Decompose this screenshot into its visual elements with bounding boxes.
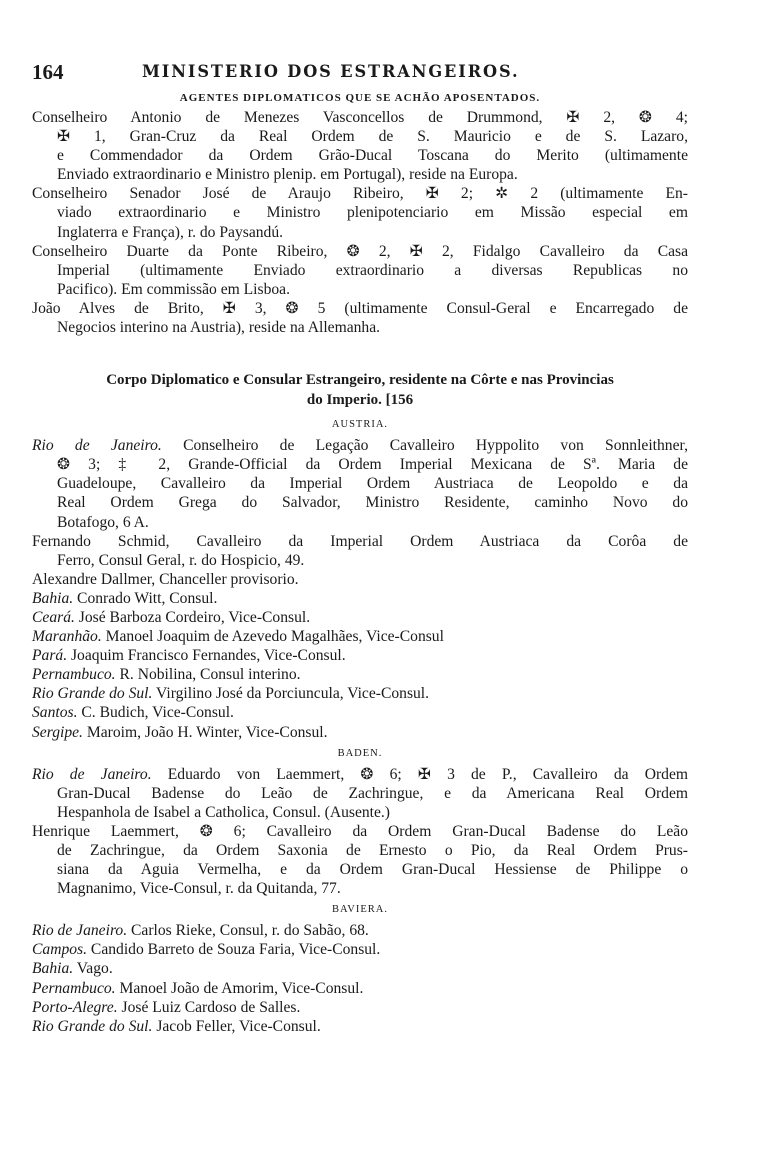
line-text: de Zachringue, da Ordem Saxonia de Ernesto o Pio, da Real Ordem Prus-: [57, 842, 688, 859]
line-text: Enviado extraordinario e Ministro plenip. em Portugal), reside na Europa.: [57, 166, 518, 184]
section-heading-line-2: do Imperio. [156: [306, 392, 414, 409]
line-text: Inglaterra e França), r. do Paysandú.: [57, 223, 284, 241]
line-text: Maroim, João H. Winter, Vice-Consul.: [82, 723, 328, 741]
text-line: [32, 703, 688, 722]
line-text: Manoel João de Amorim, Vice-Consul.: [115, 979, 364, 997]
line-text: Virgilino José da Porciuncula, Vice-Consul.: [152, 685, 430, 703]
text-line: [32, 959, 688, 978]
place-name: Santos.: [32, 704, 78, 722]
text-line: [32, 455, 688, 474]
line-text: Jacob Feller, Vice-Consul.: [152, 1017, 321, 1035]
line-text: José Luiz Cardoso de Salles.: [117, 998, 301, 1016]
text-line: [32, 589, 688, 608]
place-name: Bahia.: [32, 589, 74, 607]
line-text: Botafogo, 6 A.: [57, 513, 149, 531]
text-line: [32, 723, 688, 742]
country-entries: [32, 765, 688, 899]
retired-agents-list: [32, 108, 688, 337]
text-line: [32, 1017, 688, 1036]
text-line: [32, 841, 688, 860]
place-name: Bahia.: [32, 960, 74, 978]
place-name: Rio Grande do Sul.: [32, 1017, 153, 1035]
line-text: Henrique Laemmert, ❂ 6; Cavalleiro da Ordem Gran-Ducal Badense do Leão: [32, 822, 688, 840]
text-line: [32, 184, 688, 203]
line-text: João Alves de Brito, ✠ 3, ❂ 5 (ultimamente Consul-Geral e Encarregado de: [32, 299, 688, 317]
text-line: [32, 261, 688, 280]
line-text: Manoel Joaquim de Azevedo Magalhães, Vice-Consul: [101, 628, 444, 646]
line-text: Vago.: [73, 960, 113, 978]
text-line: [32, 979, 688, 998]
line-text: Pacifico). Em commissão em Lisboa.: [57, 280, 290, 298]
text-line: [32, 940, 688, 959]
text-line: [32, 223, 688, 242]
line-text: ❂ 3; ‡ 2, Grande-Official da Ordem Imperial Mexicana de Sª. Maria de: [57, 456, 688, 474]
line-text: siana da Aguia Vermelha, e da Ordem Gran-Ducal Hessiense de Philippe o: [57, 861, 688, 879]
page-number: 164: [32, 60, 64, 84]
text-line: [32, 765, 688, 784]
country-heading: AUSTRIA.: [331, 419, 389, 431]
line-text: Carlos Rieke, Consul, r. do Sabão, 68.: [127, 922, 369, 940]
line-text: José Barboza Cordeiro, Vice-Consul.: [74, 608, 311, 626]
line-text: R. Nobilina, Consul interino.: [115, 666, 301, 684]
text-line: [32, 570, 688, 589]
running-title: MINISTERIO DOS ESTRANGEIROS.: [142, 62, 520, 82]
text-line: [32, 299, 688, 318]
text-line: [32, 203, 688, 222]
text-line: [32, 803, 688, 822]
document-page: [32, 60, 688, 1036]
line-text: Negocios interino na Austria), reside na Allemanha.: [57, 319, 381, 337]
text-line: [32, 280, 688, 299]
text-line: [32, 493, 688, 512]
place-name: Rio de Janeiro.: [32, 765, 152, 783]
running-header: [32, 60, 688, 88]
countries-list: [32, 413, 688, 1036]
text-line: [32, 822, 688, 841]
place-name: Pará.: [32, 647, 68, 665]
line-text: Fernando Schmid, Cavalleiro da Imperial Ordem Austriaca da Corôa de: [32, 532, 688, 550]
place-name: Maranhão.: [32, 628, 102, 646]
line-text: viado extraordinario e Ministro plenipotenciario em Missão especial em: [57, 204, 688, 222]
line-text: C. Budich, Vice-Consul.: [77, 704, 234, 722]
line-text: Magnanimo, Vice-Consul, r. da Quitanda, 77.: [57, 880, 341, 898]
place-name: Pernambuco.: [32, 666, 116, 684]
line-text: Candido Barreto de Souza Faria, Vice-Consul.: [87, 941, 381, 959]
text-line: [32, 318, 688, 337]
place-name: Rio de Janeiro.: [32, 922, 128, 940]
line-text: e Commendador da Ordem Grão-Ducal Toscana do Merito (ultimamente: [57, 147, 688, 165]
line-text: Alexandre Dallmer, Chanceller provisorio.: [32, 570, 299, 588]
line-text: Guadeloupe, Cavalleiro da Imperial Ordem Austriaca de Leopoldo e da: [57, 475, 688, 493]
place-name: Sergipe.: [32, 723, 83, 741]
text-line: [32, 998, 688, 1017]
text-line: [32, 474, 688, 493]
text-line: [32, 665, 688, 684]
line-text: Conrado Witt, Consul.: [73, 589, 218, 607]
text-line: [32, 532, 688, 551]
place-name: Pernambuco.: [32, 979, 116, 997]
text-line: [32, 646, 688, 665]
place-name: Ceará.: [32, 608, 75, 626]
text-line: [32, 436, 688, 455]
text-line: [32, 242, 688, 261]
text-line: [32, 684, 688, 703]
text-line: [32, 608, 688, 627]
country-entries: [32, 436, 688, 742]
country-entries: [32, 921, 688, 1036]
country-heading: BAVIERA.: [332, 904, 388, 916]
country-heading: BADEN.: [337, 747, 383, 759]
retired-agents-heading: AGENTES DIPLOMATICOS QUE SE ACHÃO APOSENTADOS.: [179, 92, 541, 104]
line-text: Hespanhola de Isabel a Catholica, Consul. (Ausente.): [57, 803, 391, 821]
text-line: [32, 108, 688, 127]
text-line: [32, 784, 688, 803]
text-line: [32, 921, 688, 940]
line-text: Joaquim Francisco Fernandes, Vice-Consul.: [67, 647, 346, 665]
line-text: Conselheiro Antonio de Menezes Vasconcellos de Drummond, ✠ 2, ❂ 4;: [32, 109, 688, 126]
text-line: [32, 551, 688, 570]
text-line: [32, 165, 688, 184]
section-heading: [32, 370, 688, 410]
line-text: Conselheiro de Legação Cavalleiro Hyppolito von Sonnleithner,: [161, 437, 688, 455]
line-text: Eduardo von Laemmert, ❂ 6; ✠ 3 de P., Cavalleiro da Ordem: [151, 765, 688, 783]
line-text: Imperial (ultimamente Enviado extraordinario a diversas Republicas no: [57, 261, 688, 279]
place-name: Rio de Janeiro.: [32, 437, 162, 455]
section-heading-line-1: Corpo Diplomatico e Consular Estrangeiro, residente na Côrte e nas Provincias: [106, 372, 614, 389]
line-text: Gran-Ducal Badense do Leão de Zachringue, e da Americana Real Ordem: [57, 784, 688, 802]
place-name: Porto-Alegre.: [32, 998, 118, 1016]
text-line: [32, 627, 688, 646]
text-line: [32, 860, 688, 879]
line-text: Ferro, Consul Geral, r. do Hospicio, 49.: [57, 551, 305, 569]
text-line: [32, 879, 688, 898]
text-line: [32, 146, 688, 165]
line-text: Real Ordem Grega do Salvador, Ministro Residente, caminho Novo do: [57, 494, 688, 512]
place-name: Rio Grande do Sul.: [32, 685, 153, 703]
text-line: [32, 513, 688, 532]
line-text: ✠ 1, Gran-Cruz da Real Ordem de S. Mauricio e de S. Lazaro,: [57, 128, 688, 146]
line-text: Conselheiro Senador José de Araujo Ribeiro, ✠ 2; ✲ 2 (ultimamente En-: [32, 185, 688, 203]
place-name: Campos.: [32, 941, 88, 959]
text-line: [32, 127, 688, 146]
line-text: Conselheiro Duarte da Ponte Ribeiro, ❂ 2, ✠ 2, Fidalgo Cavalleiro da Casa: [32, 242, 688, 260]
